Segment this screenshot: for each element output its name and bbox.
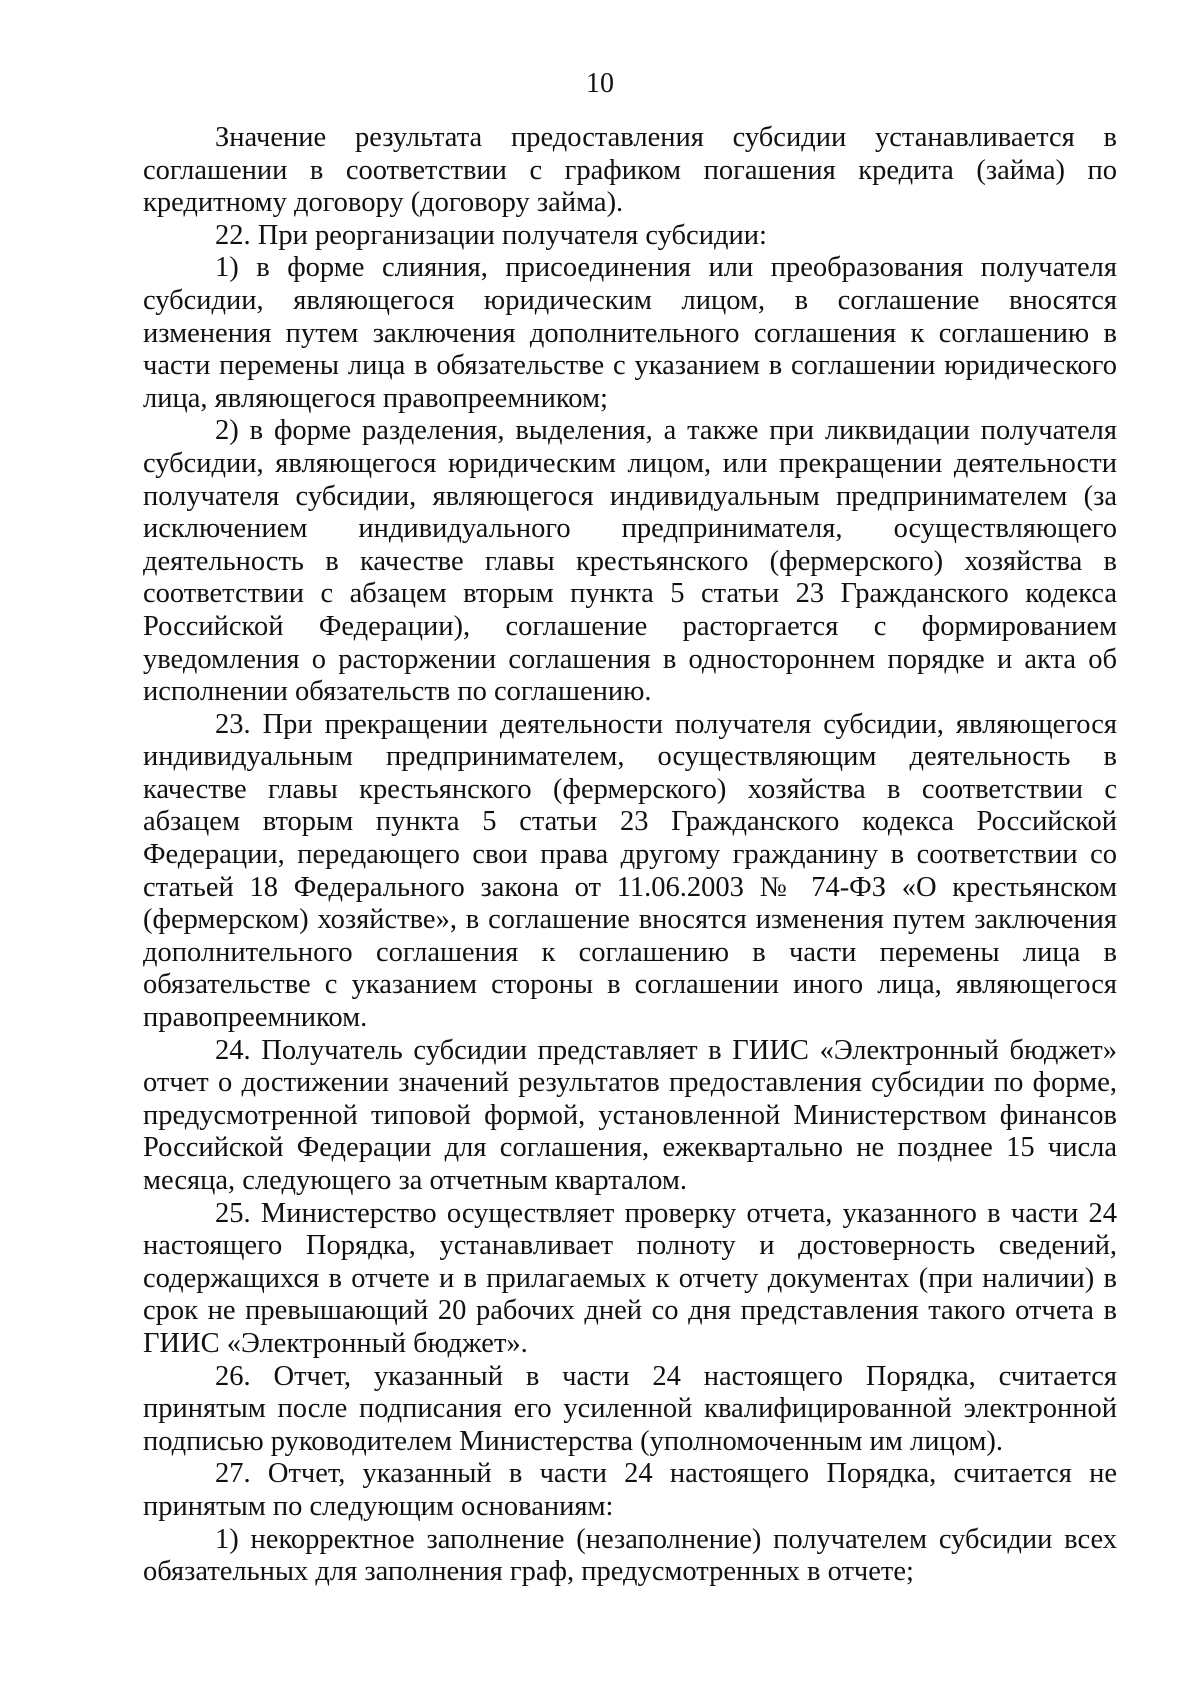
paragraph-22-item-1: 1) в форме слияния, присоединения или преобразования получателя субсидии, являющегося юридическим лицом, в соглашение вносятся изменения путем заключения дополнительного соглашения к соглашению в части перемены лица в обязательстве с указанием в соглашении юридического лица, являющегося правопреемником; [143, 252, 1117, 414]
paragraph-23: 23. При прекращении деятельности получателя субсидии, являющегося индивидуальным предпринимателем, осуществляющим деятельность в качестве главы крестьянского (фермерского) хозяйства в соответствии с абзацем вторым пункта 5 статьи 23 Гражданского кодекса Российской Федерации, передающего свои права другому гражданину в соответствии со статьей 18 Федерального закона от 11.06.2003 № 74-ФЗ «О крестьянском (фермерском) хозяйстве», в соглашение вносятся изменения путем заключения дополнительного соглашения к соглашению в части перемены лица в обязательстве с указанием стороны в соглашении иного лица, являющегося правопреемником. [143, 708, 1117, 1034]
paragraph-27-item-1: 1) некорректное заполнение (незаполнение) получателем субсидии всех обязательных для заполнения граф, предусмотренных в отчете; [143, 1523, 1117, 1588]
paragraph-22-item-2: 2) в форме разделения, выделения, а также при ликвидации получателя субсидии, являющегося юридическим лицом, или прекращении деятельности получателя субсидии, являющегося индивидуальным предпринимателем (за исключением индивидуального предпринимателя, осуществляющего деятельность в качестве главы крестьянского (фермерского) хозяйства в соответствии с абзацем вторым пункта 5 статьи 23 Гражданского кодекса Российской Федерации), соглашение расторгается с формированием уведомления о расторжении соглашения в одностороннем порядке и акта об исполнении обязательств по соглашению. [143, 415, 1117, 708]
page-number: 10 [586, 68, 614, 99]
paragraph-26: 26. Отчет, указанный в части 24 настоящего Порядка, считается принятым после подписания его усиленной квалифицированной электронной подписью руководителем Министерства (уполномоченным им лицом). [143, 1360, 1117, 1457]
paragraph-22: 22. При реорганизации получателя субсидии: [215, 219, 767, 251]
paragraph-25: 25. Министерство осуществляет проверку отчета, указанного в части 24 настоящего Порядка, устанавливает полноту и достоверность сведений, содержащихся в отчете и в прилагаемых к отчету документах (при наличии) в срок не превышающий 20 рабочих дней со дня представления такого отчета в ГИИС «Электронный бюджет». [143, 1197, 1117, 1359]
paragraph-result-value: Значение результата предоставления субсидии устанавливается в соглашении в соответствии с графиком погашения кредита (займа) по кредитному договору (договору займа). [143, 122, 1117, 219]
paragraph-24: 24. Получатель субсидии представляет в ГИИС «Электронный бюджет» отчет о достижении значений результатов предоставления субсидии по форме, предусмотренной типовой формой, установленной Министерством финансов Российской Федерации для соглашения, ежеквартально не позднее 15 числа месяца, следующего за отчетным кварталом. [143, 1034, 1117, 1196]
document-body [143, 122, 1117, 1589]
paragraph-27: 27. Отчет, указанный в части 24 настоящего Порядка, считается не принятым по следующим основаниям: [143, 1458, 1117, 1522]
